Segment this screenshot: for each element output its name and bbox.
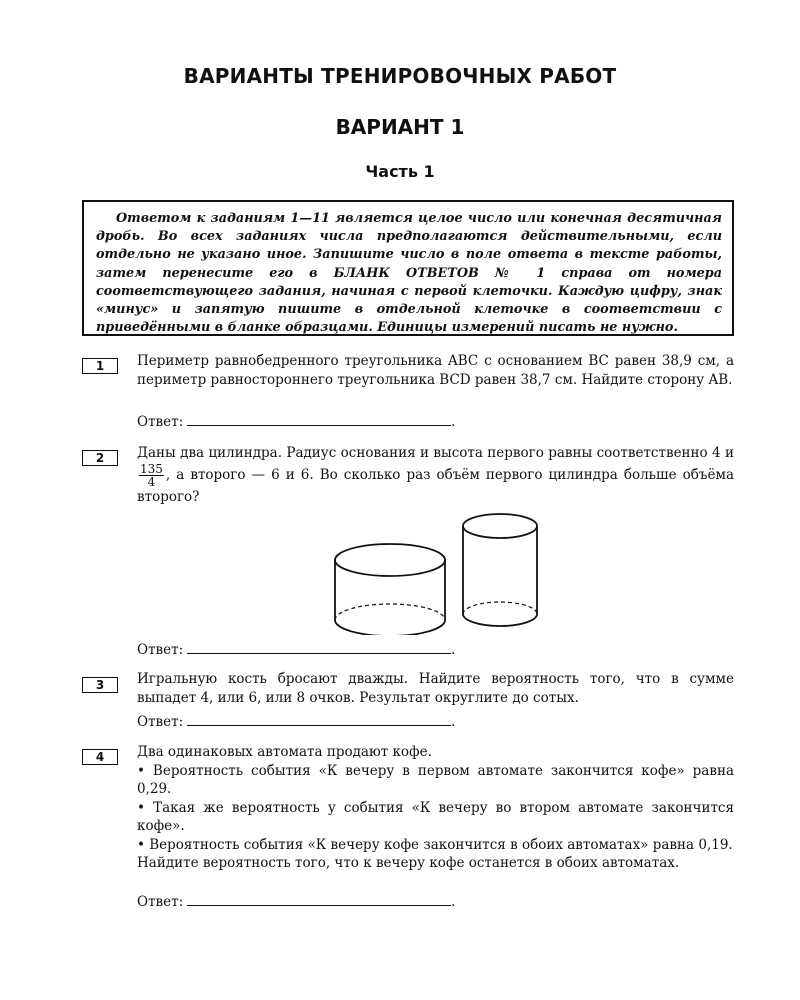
answer-line[interactable] <box>187 892 451 906</box>
task-1-statement: Периметр равнобедренного треугольника ABC с основанием BC равен 38,9 см, а периметр равностороннего треугольника BCD равен 38,7 см. Найдите сторону AB. <box>137 353 734 388</box>
answer-line[interactable] <box>187 412 451 426</box>
task-number-2: 2 <box>82 450 118 466</box>
answer-end: . <box>451 714 456 730</box>
cylinder-wide-bottom-back <box>335 604 445 620</box>
cylinders-figure <box>320 510 550 635</box>
task-number-4: 4 <box>82 749 118 765</box>
task-2-text <box>137 444 734 506</box>
cylinder-tall-top <box>463 514 537 538</box>
variant-heading: ВАРИАНТ 1 <box>335 115 465 139</box>
task-4-bullet-3: • Вероятность события «К вечеру кофе закончится в обоих автоматах» равна 0,19. <box>137 836 733 853</box>
cylinder-tall <box>463 514 537 626</box>
task-2-statement <box>137 444 734 506</box>
fraction-denominator: 4 <box>147 474 156 489</box>
task-1-answer-field[interactable] <box>137 412 455 431</box>
cylinder-wide-bottom-front <box>335 620 445 635</box>
instruction-box <box>82 200 734 336</box>
cylinder-wide-top <box>335 544 445 576</box>
task-4-question: Найдите вероятность того, что к вечеру кофе останется в обоих автоматах. <box>137 855 680 871</box>
fraction-numerator: 135 <box>140 461 163 476</box>
task-3-text <box>137 670 734 707</box>
task-3-answer-field[interactable] <box>137 712 455 731</box>
task-4-line-1: Два одинаковых автомата продают кофе. <box>137 744 432 760</box>
answer-label: Ответ: <box>137 894 184 910</box>
task-number-1: 1 <box>82 358 118 374</box>
part-heading: Часть 1 <box>365 162 435 181</box>
answer-line[interactable] <box>187 640 451 654</box>
task-4-text <box>137 743 734 873</box>
cylinder-tall-bottom-back <box>463 602 537 614</box>
instruction-text: Ответом к заданиям 1—11 является целое число или конечная десятичная дробь. Во всех заданиях числа предполагаются действительными, если отдельно не указано иное. Запишите число в поле ответа в тексте работы, затем перенесите его в БЛАНК ОТВЕТОВ № 1 справа от номера соответствующего задания, начиная с первой клеточки. Каждую цифру, знак «минус» и запятую пишите в отдельной клеточке в соответствии с приведёнными в бланке образцами. Единицы измерений писать не нужно. <box>96 211 722 336</box>
cylinder-wide <box>335 544 445 635</box>
answer-end: . <box>451 414 456 430</box>
task-4-answer-field[interactable] <box>137 892 455 911</box>
answer-line[interactable] <box>187 712 451 726</box>
page-title: ВАРИАНТЫ ТРЕНИРОВОЧНЫХ РАБОТ <box>183 64 617 88</box>
task-number-3: 3 <box>82 677 118 693</box>
task-4-bullet-1: • Вероятность события «К вечеру в первом автомате закончится кофе» равна 0,29. <box>137 762 734 797</box>
task-3-statement: Игральную кость бросают дважды. Найдите вероятность того, что в сумме выпадет 4, или 6, или 8 очков. Результат округлите до сотых. <box>137 671 734 706</box>
answer-label: Ответ: <box>137 642 184 658</box>
answer-end: . <box>451 894 456 910</box>
task-1-text <box>137 352 734 389</box>
fraction <box>139 463 164 488</box>
task-2-text-after: , а второго — 6 и 6. Во сколько раз объём первого цилиндра больше объёма второго? <box>137 466 734 505</box>
answer-label: Ответ: <box>137 714 184 730</box>
task-2-text-before: Даны два цилиндра. Радиус основания и высота первого равны соответственно 4 и <box>137 445 734 461</box>
answer-end: . <box>451 642 456 658</box>
task-4-bullet-2: • Такая же вероятность у события «К вечеру во втором автомате закончится кофе». <box>137 799 734 834</box>
task-2-answer-field[interactable] <box>137 640 455 659</box>
cylinder-tall-bottom-front <box>463 614 537 626</box>
answer-label: Ответ: <box>137 414 184 430</box>
